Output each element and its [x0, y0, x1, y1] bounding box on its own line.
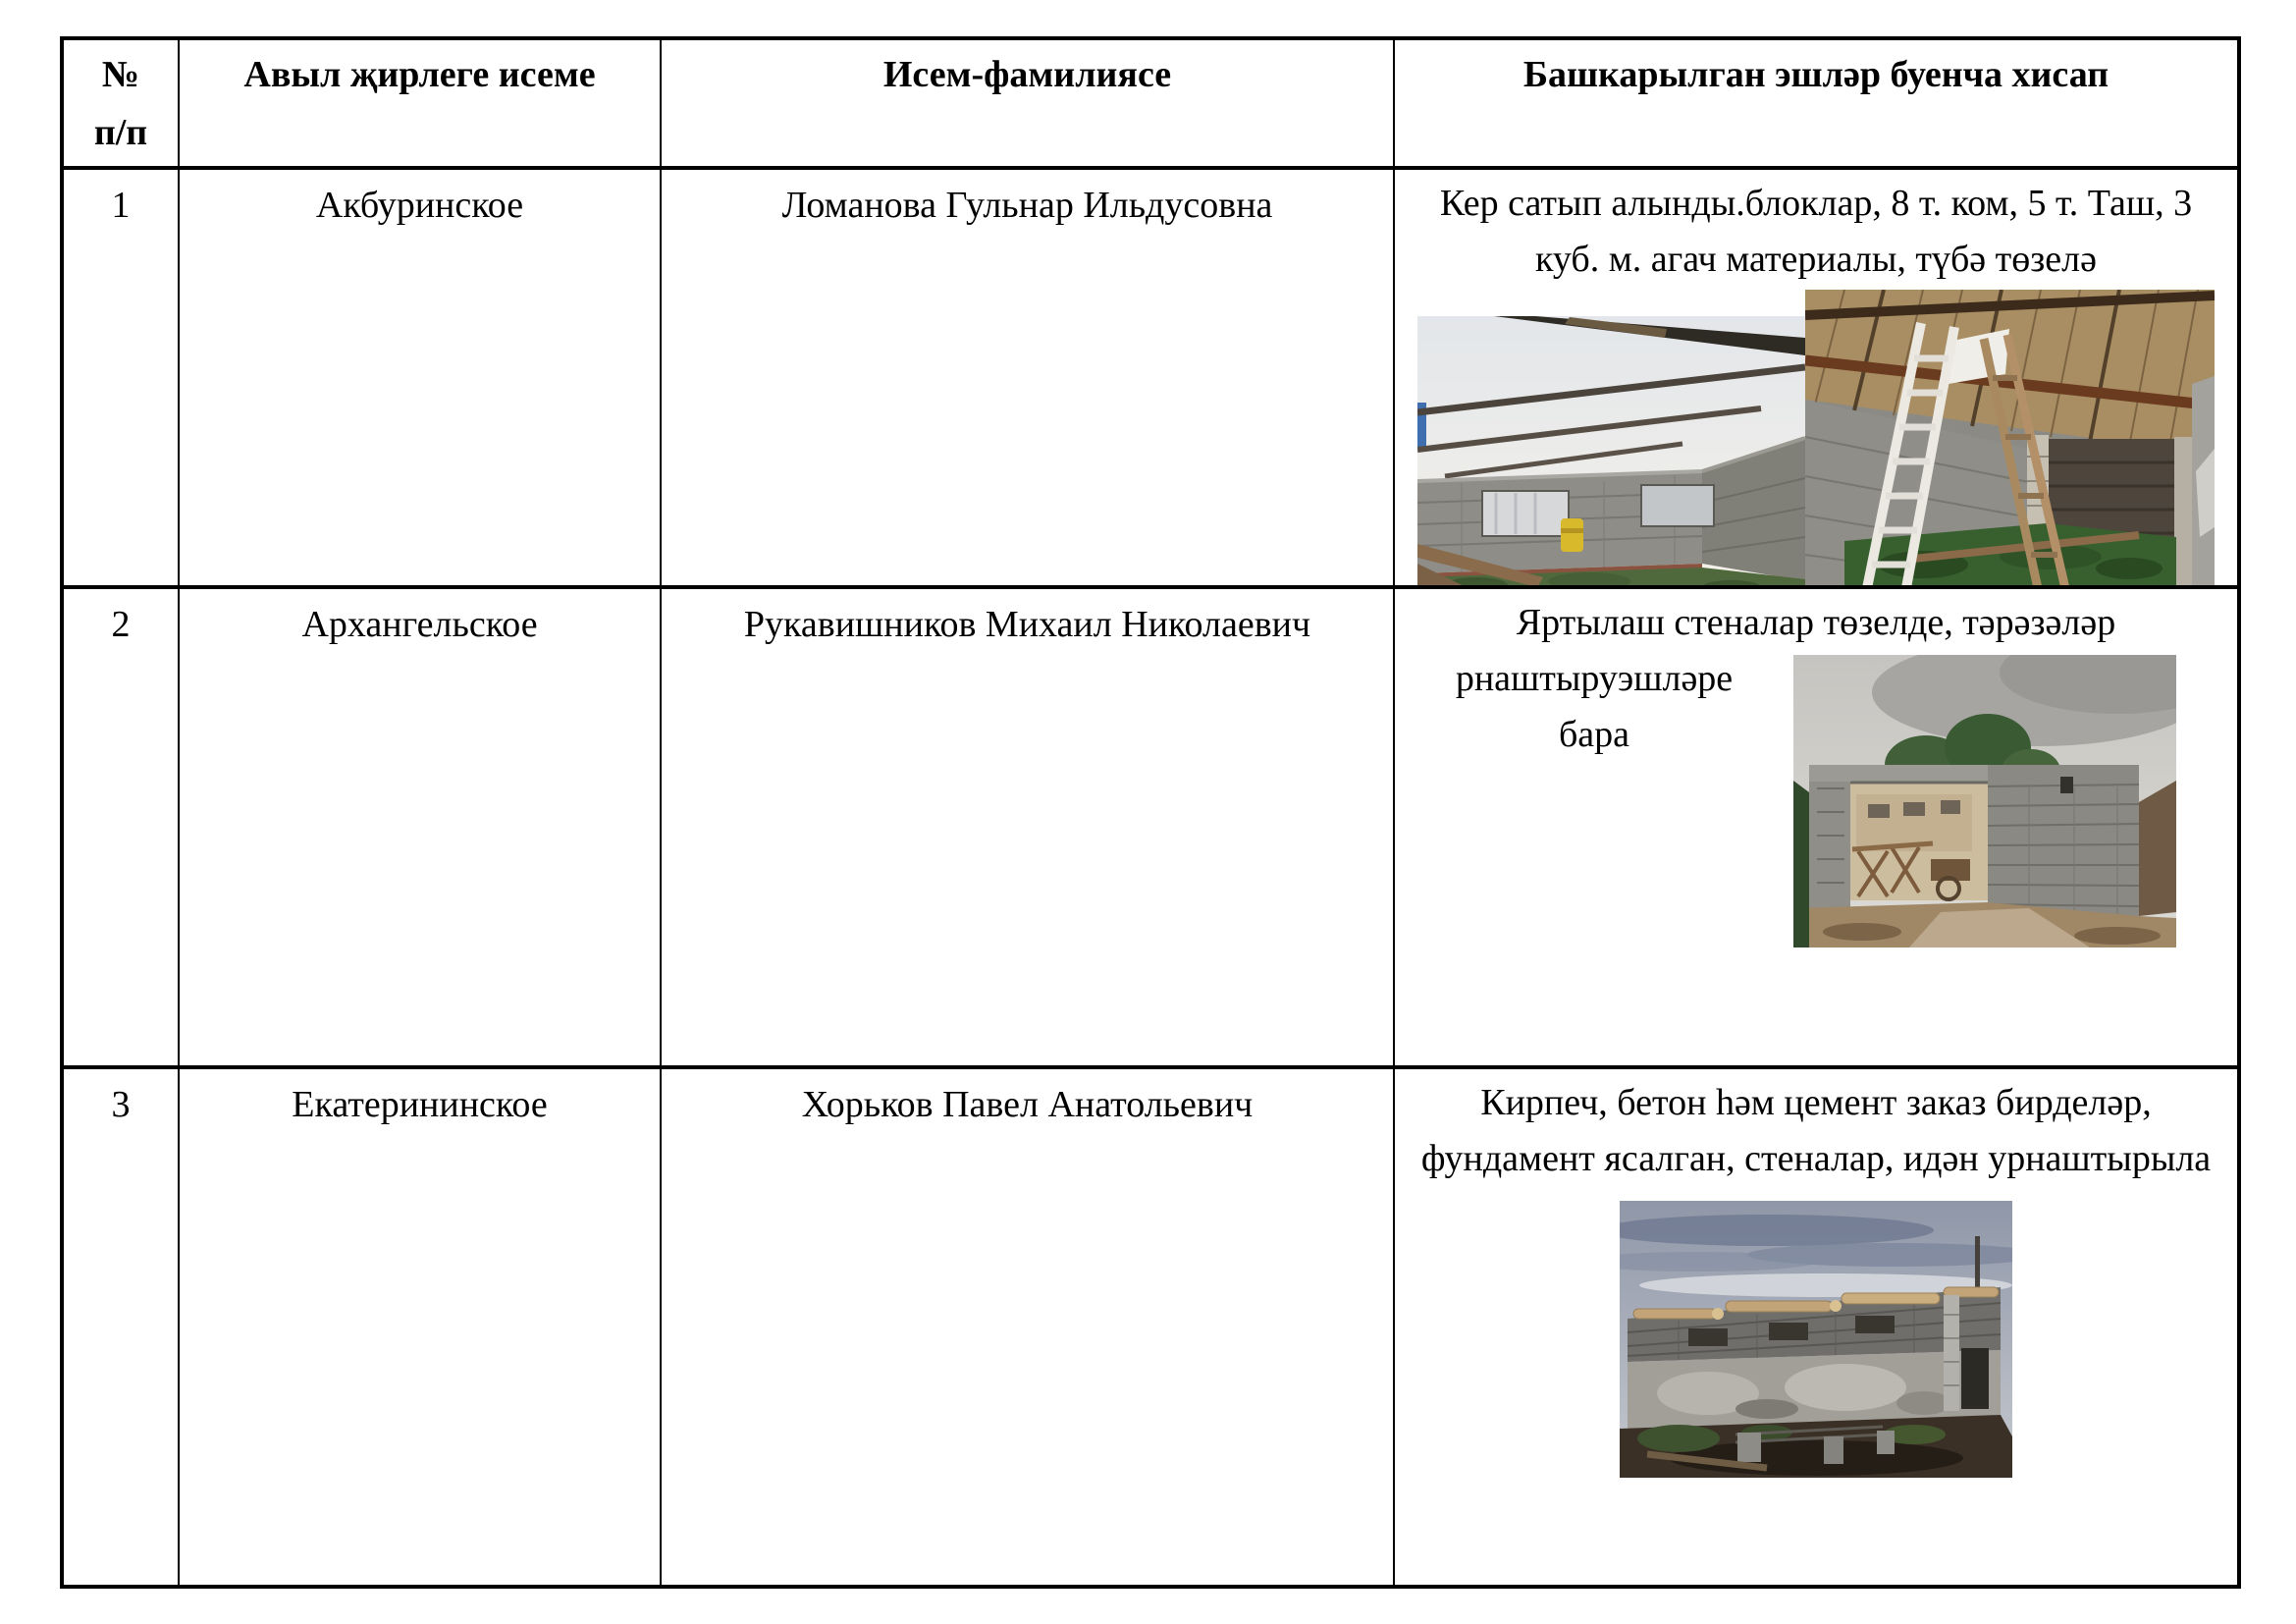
wooden-ceiling-with-ladders-photo — [1805, 290, 2215, 589]
row1-photos — [1395, 290, 2237, 589]
row3-village: Екатерининское — [180, 1069, 662, 1585]
row3-person: Хорьков Павел Анатольевич — [662, 1069, 1395, 1585]
row2-village: Архангельское — [180, 589, 662, 1069]
row2-photo-wrap — [1793, 655, 2176, 964]
row2-report-line2: рнаштыруэшләре — [1455, 658, 1734, 699]
row3-report-line2: фундамент ясалган, стеналар, идән урнаштырыла — [1420, 1138, 2212, 1179]
header-num-line2: п/п — [93, 111, 148, 153]
row3-report — [1395, 1069, 2237, 1585]
row2-report-line3: бара — [1558, 714, 1630, 755]
row1-report-line2: куб. м. агач материалы, түбә төзелә — [1534, 239, 2097, 280]
unfinished-block-walls-open-roof-photo — [1417, 316, 1805, 589]
row2-report — [1395, 589, 2237, 1069]
block-wall-with-doorway-photo — [1793, 655, 2176, 947]
row2-report-left — [1395, 651, 1793, 763]
report-table — [60, 36, 2241, 1589]
header-report: Башкарылган эшләр буенча хисап — [1395, 40, 2237, 170]
building-under-construction-dusk-photo — [1620, 1201, 2012, 1478]
header-village: Авыл җирлеге исеме — [180, 40, 662, 170]
row1-report-line1: Кер сатып алынды.блоклар, 8 т. ком, 5 т. Таш, 3 — [1439, 183, 2193, 224]
row2-report-line1: Яртылаш стеналар төзелде, тәрәзәләр — [1516, 602, 2116, 643]
row1-num: 1 — [64, 170, 180, 589]
row2-report-flow — [1395, 651, 2237, 964]
row2-num: 2 — [64, 589, 180, 1069]
header-person: Исем-фамилиясе — [662, 40, 1395, 170]
row1-village: Акбуринское — [180, 170, 662, 589]
row2-person: Рукавишников Михаил Николаевич — [662, 589, 1395, 1069]
row1-report — [1395, 170, 2237, 589]
row3-num: 3 — [64, 1069, 180, 1585]
row3-photo-wrap — [1395, 1201, 2237, 1478]
header-num-line1: № — [101, 54, 140, 95]
header-num — [64, 40, 180, 170]
row3-report-line1: Кирпеч, бетон һәм цемент заказ бирделәр, — [1480, 1082, 2152, 1123]
row1-person: Ломанова Гульнар Ильдусовна — [662, 170, 1395, 589]
